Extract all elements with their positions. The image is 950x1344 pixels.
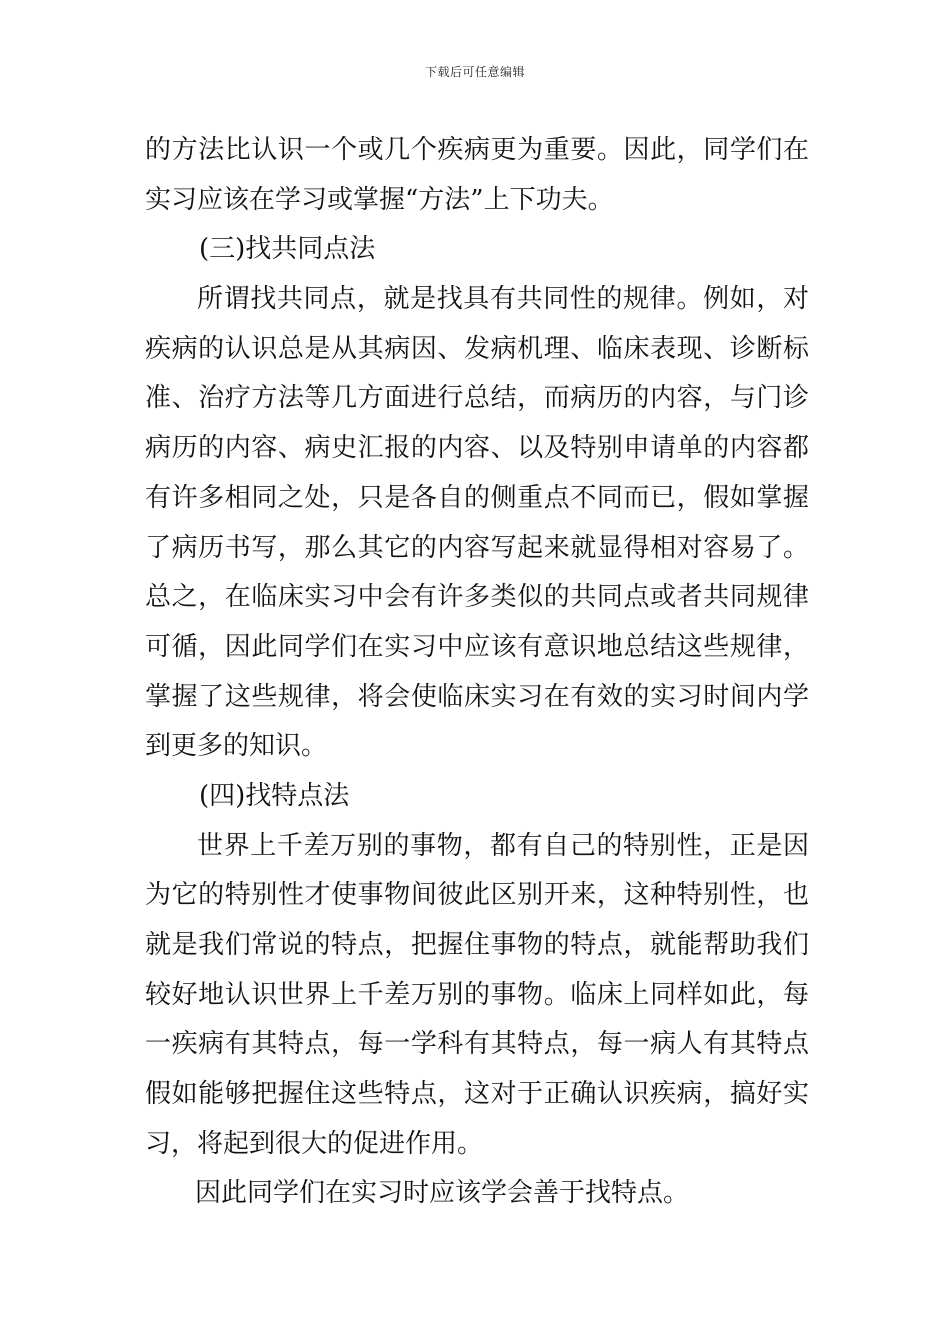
- paragraph-line: 习，将起到很大的促进作用。: [145, 1128, 484, 1159]
- paragraph-line: 准、治疗方法等几方面进行总结，而病历的内容，与门诊: [145, 383, 809, 414]
- paragraph-line: 掌握了这些规律，将会使临床实习在有效的实习时间内学: [145, 681, 809, 712]
- paragraph-line: 为它的特别性才使事物间彼此区别开来，这种特别性，也: [145, 880, 809, 911]
- paragraph-line: 的方法比认识一个或几个疾病更为重要。因此，同学们在: [145, 135, 809, 165]
- paragraph-line: 总之，在临床实习中会有许多类似的共同点或者共同规律: [145, 582, 809, 613]
- paragraph-line: 所谓找共同点，就是找具有共同性的规律。例如，对: [197, 284, 809, 315]
- paragraph-line: 就是我们常说的特点，把握住事物的特点，就能帮助我们: [145, 930, 809, 960]
- paragraph-line: 实习应该在学习或掌握“方法”上下功夫。: [145, 184, 614, 215]
- paragraph-line: 了病历书写，那么其它的内容写起来就显得相对容易了。: [145, 532, 809, 563]
- page-header: 下载后可任意编辑: [424, 65, 525, 79]
- paragraph-line: 疾病的认识总是从其病因、发病机理、临床表现、诊断标: [145, 333, 809, 364]
- paragraph-line: 因此同学们在实习时应该学会善于找特点。: [195, 1178, 690, 1209]
- paragraph-line: 假如能够把握住这些特点，这对于正确认识疾病，搞好实: [145, 1079, 809, 1110]
- paragraph-line: 有许多相同之处，只是各自的侧重点不同而已，假如掌握: [145, 482, 809, 513]
- document-body: [145, 126, 809, 1219]
- paragraph-line: 到更多的知识。: [145, 731, 328, 762]
- paragraph-line: 较好地认识世界上千差万别的事物。临床上同样如此，每: [145, 979, 809, 1010]
- paragraph-line: 可循，因此同学们在实习中应该有意识地总结这些规律，: [145, 631, 809, 662]
- section-heading-3: (三)找共同点法: [199, 234, 376, 265]
- section-heading-4: (四)找特点法: [199, 780, 350, 811]
- paragraph-line: 病历的内容、病史汇报的内容、以及特别申请单的内容都: [145, 433, 809, 464]
- paragraph-line: 世界上千差万别的事物，都有自己的特别性，正是因: [197, 830, 809, 861]
- paragraph-line: 一疾病有其特点，每一学科有其特点，每一病人有其特点: [145, 1029, 809, 1060]
